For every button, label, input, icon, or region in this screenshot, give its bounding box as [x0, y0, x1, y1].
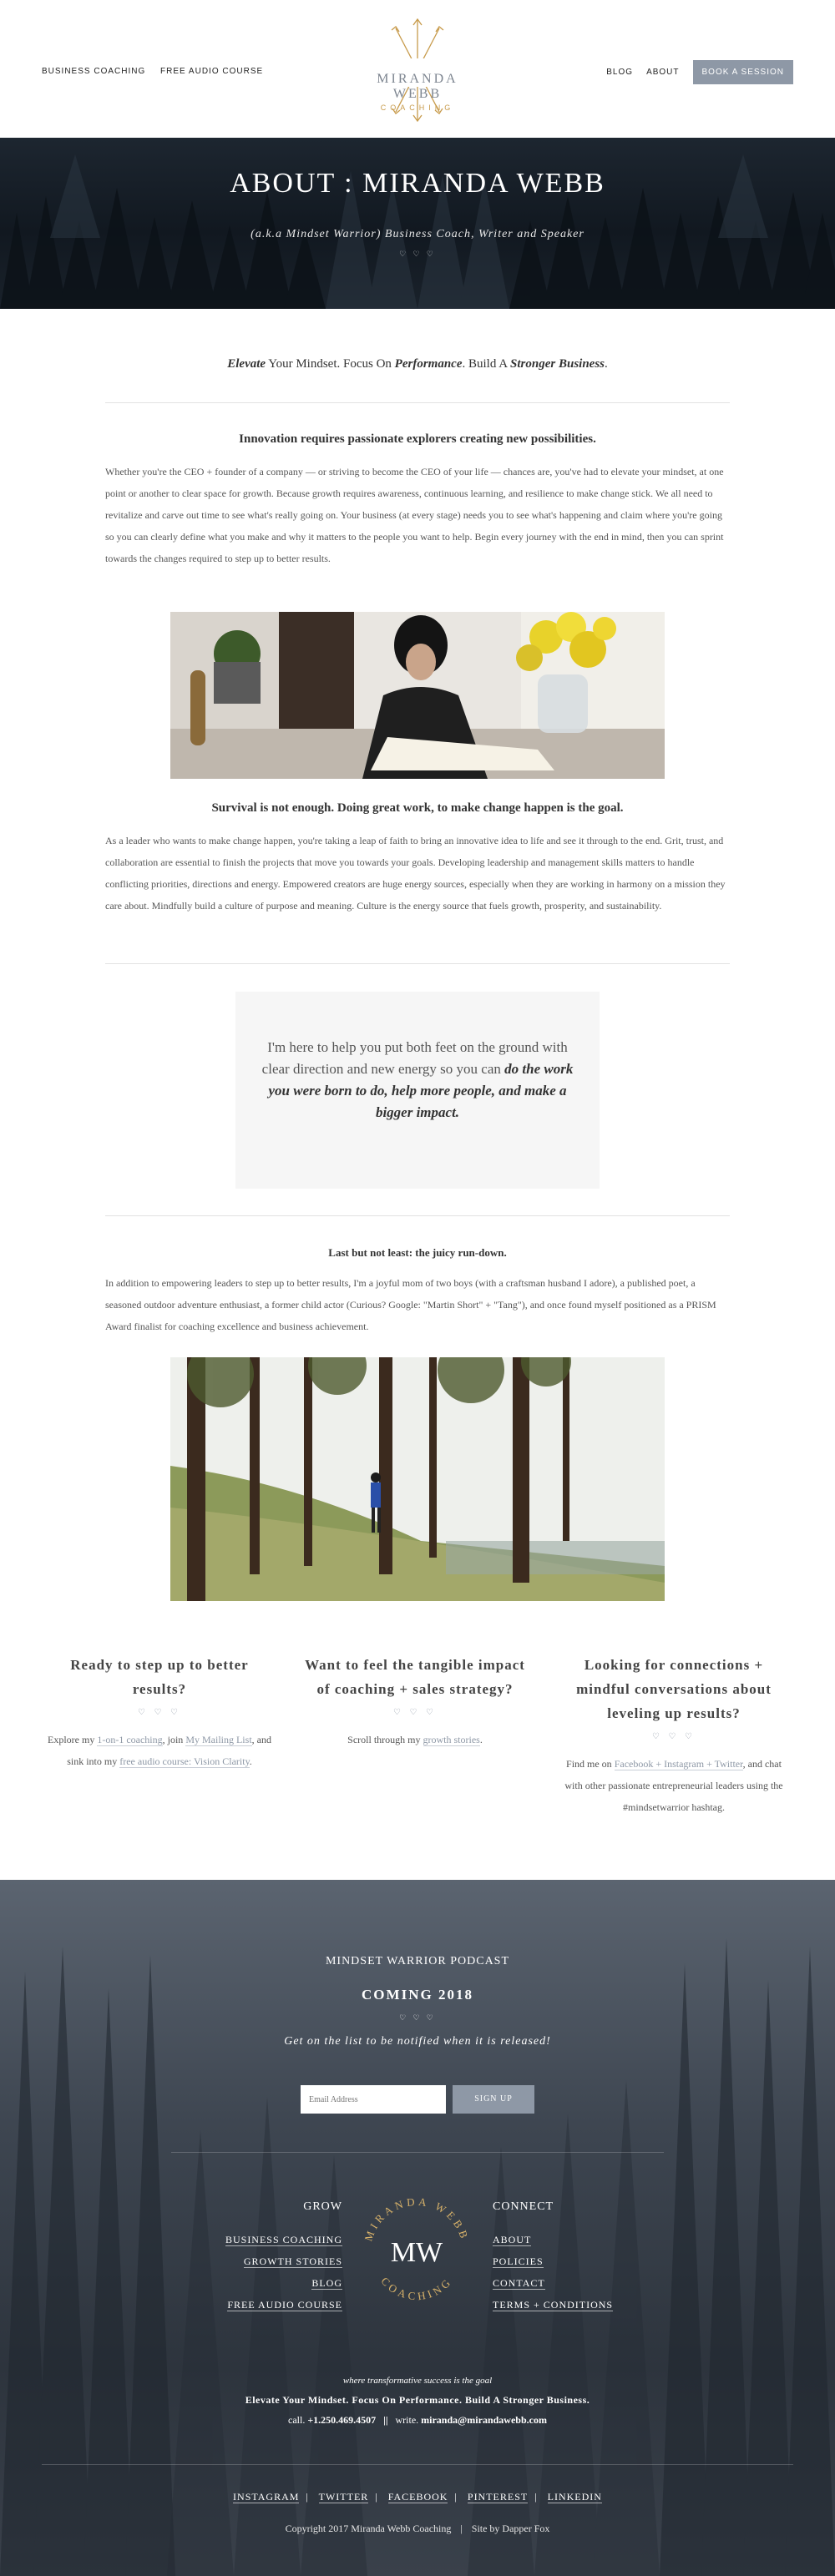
- social-instagram[interactable]: INSTAGRAM: [233, 2491, 300, 2503]
- connect-heading: CONNECT: [493, 2200, 554, 2213]
- podcast-notify: Get on the list to be notified when it is released!: [284, 2035, 551, 2048]
- divider: [105, 1215, 730, 1216]
- cta-column-social: [561, 1653, 787, 1818]
- tagline-performance: Performance: [394, 357, 463, 371]
- footer-connect-column: [493, 2200, 660, 2316]
- nav-free-audio-course[interactable]: FREE AUDIO COURSE: [160, 67, 264, 76]
- social-links: INSTAGRAM | TWITTER | FACEBOOK | PINTEREST | LINKEDIN: [233, 2491, 602, 2503]
- cta-text-social: Find me on Facebook + Instagram + Twitter, and chat with other passionate entrepreneurial leaders using the #mindsetwarrior hashtag.: [564, 1758, 783, 1813]
- writing-photo-illustration: [170, 612, 665, 779]
- cta-title-growth-stories: Want to feel the tangible impact of coaching + sales strategy?: [305, 1657, 525, 1697]
- write-label: write.: [395, 2414, 419, 2426]
- footer-contact-line: [0, 2414, 835, 2427]
- seal-bottom-text: COACHING: [378, 2274, 455, 2303]
- link-growth-stories[interactable]: growth stories: [423, 1734, 480, 1745]
- footer-motto: where transformative success is the goal: [342, 2376, 493, 2386]
- social-pinterest[interactable]: PINTEREST: [467, 2491, 529, 2503]
- site-logo[interactable]: [351, 17, 484, 124]
- contact-divider: ||: [383, 2414, 388, 2426]
- seal-initials: MW: [390, 2237, 443, 2268]
- cta-column-coaching: [47, 1653, 272, 1772]
- cta-title-social: Looking for connections + mindful conversations about leveling up results?: [576, 1657, 772, 1721]
- photo-miranda-forest: [170, 1357, 665, 1601]
- cta-hearts: ♡ ♡ ♡: [393, 1708, 437, 1717]
- quote-plain: I'm here to help you put both feet on the ground with clear direction and new energy so you can: [261, 1039, 568, 1077]
- link-mailing-list[interactable]: My Mailing List: [185, 1734, 252, 1745]
- forest-photo-illustration: [170, 1357, 665, 1601]
- signup-button[interactable]: SIGN UP: [453, 2085, 534, 2114]
- nav-business-coaching[interactable]: BUSINESS COACHING: [42, 67, 146, 76]
- nav-about[interactable]: ABOUT: [646, 68, 680, 77]
- podcast-label: MINDSET WARRIOR PODCAST: [325, 1955, 510, 1967]
- tagline-stronger-business: Stronger Business: [510, 357, 605, 371]
- divider: [105, 402, 730, 403]
- email-field[interactable]: [301, 2085, 446, 2114]
- nav-right: [606, 60, 793, 84]
- svg-text:MIRANDA WEBB: [362, 2195, 471, 2243]
- section-body-survival: As a leader who wants to make change happen, you're taking a leap of faith to bring an innovative idea to life and see it through to the end. Grit, trust, and collaboration are essential to finish the projects that move you towards your goals. Developing leadership and management skills matters to handle conflicting priorities, directions and energy. Empowered creators are huge energy sources, especially when they are working in harmony on a mission they care about. Mindfully build a culture of purpose and meaning. Culture is the energy source that fuels growth, prosperity, and sustainability.: [105, 835, 726, 912]
- footer-link-free-audio-course[interactable]: FREE AUDIO COURSE: [227, 2299, 342, 2311]
- footer-link-about[interactable]: ABOUT: [493, 2234, 532, 2245]
- site-header: [0, 0, 835, 138]
- footer-link-policies[interactable]: POLICIES: [493, 2255, 544, 2267]
- logo-name: MIRANDA WEBB: [377, 72, 458, 101]
- nav-left: [42, 67, 275, 76]
- footer-hearts: ♡ ♡ ♡: [399, 2013, 436, 2022]
- footer-divider: [171, 2152, 664, 2153]
- cta-text-growth-stories: Scroll through my growth stories.: [347, 1734, 483, 1745]
- hero-hearts: ♡ ♡ ♡: [399, 250, 436, 258]
- cta-hearts: ♡ ♡ ♡: [138, 1708, 181, 1717]
- cta-text-coaching: Explore my 1-on-1 coaching, join My Mailing List, and sink into my free audio course: Vision Clarity.: [48, 1734, 271, 1767]
- cta-title-coaching: Ready to step up to better results?: [70, 1657, 249, 1697]
- footer-grow-column: [192, 2200, 342, 2316]
- footer-link-business-coaching[interactable]: BUSINESS COACHING: [225, 2234, 342, 2245]
- social-facebook[interactable]: FACEBOOK: [387, 2491, 448, 2503]
- section-heading-survival: Survival is not enough. Doing great work, to make change happen is the goal.: [211, 801, 624, 815]
- hero-banner: [0, 138, 835, 309]
- copyright: Copyright 2017 Miranda Webb Coaching: [285, 2523, 452, 2534]
- footer-link-blog[interactable]: BLOG: [311, 2277, 342, 2289]
- quote-text: [261, 1037, 574, 1124]
- logo-sub: COACHING: [380, 104, 455, 112]
- link-social-profiles[interactable]: Facebook + Instagram + Twitter: [614, 1758, 743, 1770]
- footer-slogan: Elevate Your Mindset. Focus On Performance. Build A Stronger Business.: [245, 2394, 590, 2406]
- social-twitter[interactable]: TWITTER: [318, 2491, 369, 2503]
- footer-copyright-line: Copyright 2017 Miranda Webb Coaching | Site by Dapper Fox: [285, 2523, 550, 2534]
- tagline-elevate: Elevate: [227, 357, 266, 371]
- section-body-innovation: Whether you're the CEO + founder of a company — or striving to become the CEO of your life — chances are, you've had to elevate your mindset, at one point or another to clear space for growth. Because growth requires awareness, continuous learning, and resilience to make change stick. We all need to revitalize and carve out time to see what's really going on. Your business (at every stage) needs you to see what's happening and claim where you're going so you can clearly define what you make and why it matters to the people you want to help. Begin every journey with the end in mind, then you can sprint towards the changes required to step up to better results.: [105, 466, 724, 564]
- phone-link[interactable]: +1.250.469.4507: [307, 2414, 377, 2426]
- forest-background: [0, 138, 835, 309]
- mw-seal-logo: [354, 2189, 479, 2314]
- grow-heading: GROW: [303, 2200, 342, 2213]
- page-title: ABOUT : MIRANDA WEBB: [230, 168, 605, 199]
- section-body-rundown: In addition to empowering leaders to step up to better results, I'm a joyful mom of two boys (with a craftsman husband I adore), a published poet, a seasoned outdoor adventure enthusiast, a former child actor (Curious? Google: "Martin Short" + "Tang"), and once found myself positioned as a PRISM Award finalist for coaching excellence and business achievement.: [105, 1277, 716, 1332]
- section-heading-rundown: Last but not least: the juicy run-down.: [328, 1246, 507, 1259]
- link-free-audio-course[interactable]: free audio course: Vision Clarity: [119, 1755, 250, 1767]
- seal-top-text: MIRANDA WEBB: [362, 2195, 472, 2243]
- cta-column-growth-stories: [302, 1653, 528, 1750]
- quote-emphasis: do the work you were born to do, help more people, and make a bigger impact.: [268, 1061, 574, 1120]
- divider: [105, 963, 730, 964]
- call-label: call.: [288, 2414, 306, 2426]
- section-heading-innovation: Innovation requires passionate explorers creating new possibilities.: [239, 432, 596, 446]
- nav-blog[interactable]: BLOG: [606, 68, 634, 77]
- footer-link-terms[interactable]: TERMS + CONDITIONS: [493, 2299, 614, 2311]
- link-1on1-coaching[interactable]: 1-on-1 coaching: [97, 1734, 163, 1745]
- footer-divider: [42, 2464, 793, 2465]
- social-linkedin[interactable]: LINKEDIN: [547, 2491, 602, 2503]
- footer-link-growth-stories[interactable]: GROWTH STORIES: [243, 2255, 342, 2267]
- email-link[interactable]: miranda@mirandawebb.com: [421, 2414, 547, 2426]
- footer-link-contact[interactable]: CONTACT: [493, 2277, 545, 2289]
- quote-box: [235, 992, 600, 1189]
- svg-text:COACHING: [378, 2275, 454, 2302]
- cta-hearts: ♡ ♡ ♡: [652, 1732, 696, 1741]
- site-footer: [0, 1880, 835, 2576]
- hero-subtitle: (a.k.a Mindset Warrior) Business Coach, Writer and Speaker: [250, 228, 584, 240]
- site-credit[interactable]: Site by Dapper Fox: [471, 2523, 550, 2534]
- podcast-coming: COMING 2018: [362, 1987, 473, 2003]
- photo-miranda-writing: [170, 612, 665, 779]
- tagline: Elevate Your Mindset. Focus On Performance. Build A Stronger Business.: [227, 357, 608, 371]
- book-session-button[interactable]: BOOK A SESSION: [693, 60, 793, 84]
